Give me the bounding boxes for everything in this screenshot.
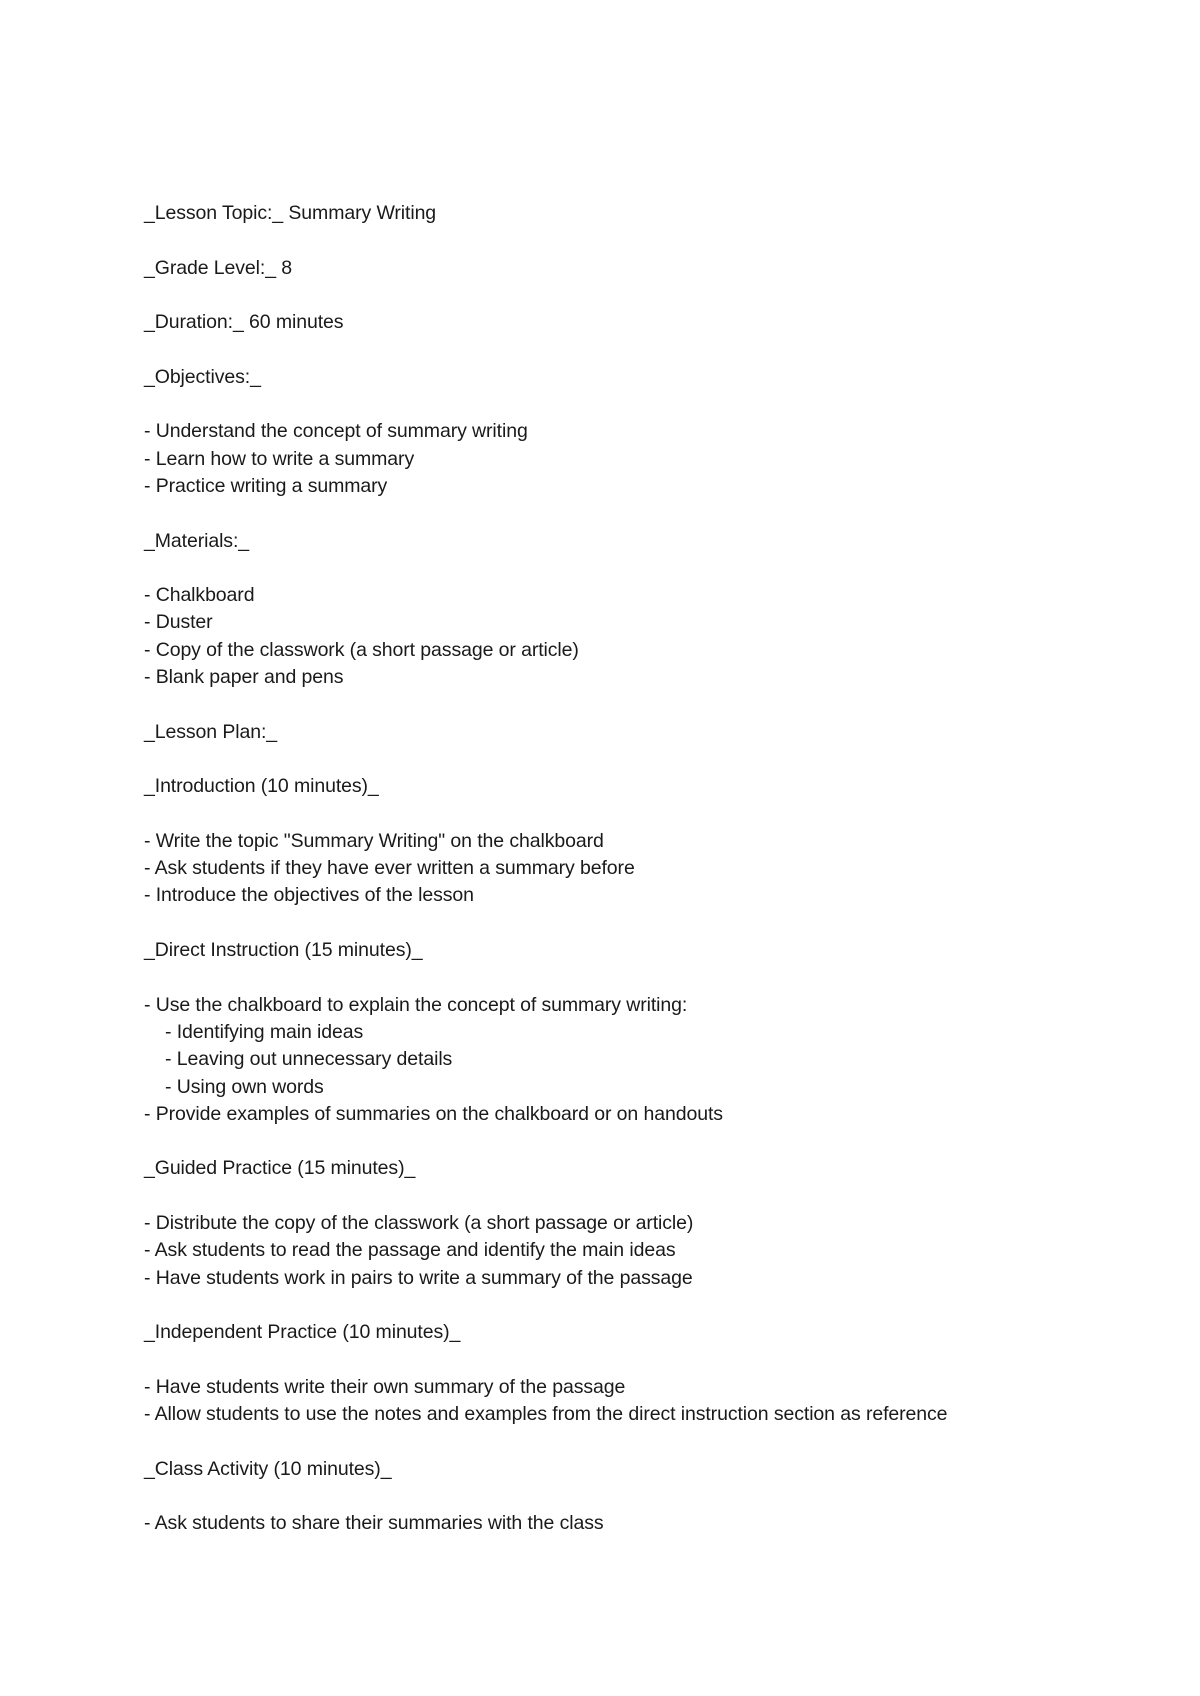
class-activity-item: - Ask students to share their summaries with the class — [144, 1512, 604, 1535]
materials-item: - Duster — [144, 611, 213, 634]
spacer — [144, 801, 1144, 828]
introduction-item: - Ask students if they have ever written a summary before — [144, 857, 635, 880]
introduction-item: - Write the topic "Summary Writing" on the chalkboard — [144, 829, 604, 852]
spacer — [144, 691, 1144, 718]
direct-instruction-subitem: - Leaving out unnecessary details — [165, 1048, 453, 1071]
spacer — [144, 282, 1144, 309]
materials-item: - Chalkboard — [144, 584, 255, 607]
objectives-item: - Practice writing a summary — [144, 474, 388, 497]
spacer — [144, 910, 1144, 937]
materials-heading: _Materials:_ — [144, 529, 250, 552]
lesson-plan-document — [144, 200, 1144, 1538]
guided-practice-item: - Ask students to read the passage and identify the main ideas — [144, 1239, 676, 1262]
spacer — [144, 500, 1144, 527]
direct-instruction-item: - Use the chalkboard to explain the concept of summary writing: — [144, 993, 688, 1016]
spacer — [144, 1428, 1144, 1455]
introduction-heading: _Introduction (10 minutes)_ — [144, 775, 379, 798]
lesson-topic: _Lesson Topic:_ Summary Writing — [144, 202, 437, 224]
direct-instruction-item: - Provide examples of summaries on the chalkboard or on handouts — [144, 1102, 723, 1125]
direct-instruction-subitem: - Identifying main ideas — [165, 1020, 364, 1043]
guided-practice-heading: _Guided Practice (15 minutes)_ — [144, 1157, 416, 1180]
guided-practice-item: - Distribute the copy of the classwork (a short passage or article) — [144, 1211, 694, 1234]
objectives-item: - Learn how to write a summary — [144, 447, 415, 470]
spacer — [144, 1183, 1144, 1210]
guided-practice-item: - Have students work in pairs to write a summary of the passage — [144, 1266, 693, 1289]
duration: _Duration:_ 60 minutes — [144, 311, 344, 334]
spacer — [144, 1292, 1144, 1319]
spacer — [144, 746, 1144, 773]
spacer — [144, 555, 1144, 582]
direct-instruction-subitem: - Using own words — [165, 1075, 324, 1098]
spacer — [144, 1346, 1144, 1373]
spacer — [144, 1128, 1144, 1155]
independent-practice-item: - Have students write their own summary of the passage — [144, 1375, 626, 1398]
spacer — [144, 1483, 1144, 1510]
spacer — [144, 227, 1144, 254]
direct-instruction-heading: _Direct Instruction (15 minutes)_ — [144, 939, 423, 962]
spacer — [144, 336, 1144, 363]
spacer — [144, 964, 1144, 991]
independent-practice-item: - Allow students to use the notes and examples from the direct instruction section as reference — [144, 1403, 948, 1426]
spacer — [144, 391, 1144, 418]
objectives-item: - Understand the concept of summary writing — [144, 420, 528, 443]
objectives-heading: _Objectives:_ — [144, 365, 261, 388]
independent-practice-heading: _Independent Practice (10 minutes)_ — [144, 1321, 461, 1344]
introduction-item: - Introduce the objectives of the lesson — [144, 884, 474, 907]
materials-item: - Copy of the classwork (a short passage or article) — [144, 638, 579, 661]
class-activity-heading: _Class Activity (10 minutes)_ — [144, 1457, 392, 1480]
grade-level: _Grade Level:_ 8 — [144, 256, 293, 279]
lesson-plan-heading: _Lesson Plan:_ — [144, 720, 278, 743]
materials-item: - Blank paper and pens — [144, 666, 344, 689]
